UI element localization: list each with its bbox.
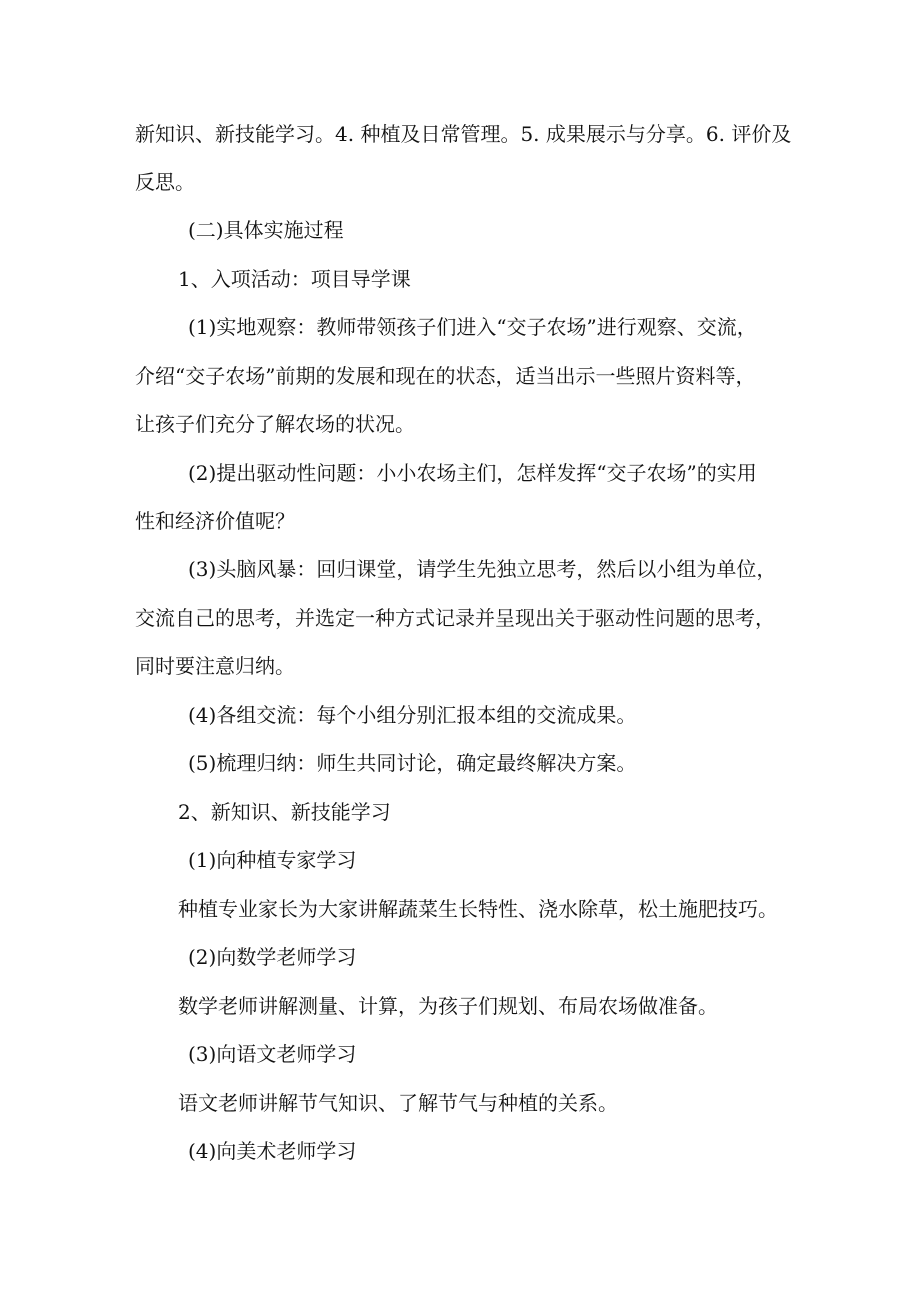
paragraph-line: (3)头脑风暴：回归课堂，请学生先独立思考，然后以小组为单位， — [188, 557, 777, 581]
paragraph-line: 语文老师讲解节气知识、了解节气与种植的关系。 — [178, 1091, 618, 1115]
paragraph-line: 介绍“交子农场”前期的发展和现在的状态，适当出示一些照片资料等， — [135, 364, 756, 388]
subsection-heading: 1、入项活动：项目导学课 — [178, 267, 411, 291]
list-item-heading: (4)向美术老师学习 — [188, 1139, 357, 1163]
subsection-heading: 2、新知识、新技能学习 — [178, 800, 391, 824]
list-item-heading: (1)向种植专家学习 — [188, 848, 357, 872]
paragraph-line: (5)梳理归纳：师生共同讨论，确定最终解决方案。 — [188, 751, 637, 775]
paragraph-line: 反思。 — [135, 170, 195, 194]
paragraph-line: 交流自己的思考，并选定一种方式记录并呈现出关于驱动性问题的思考， — [135, 606, 775, 630]
paragraph-line: (1)实地观察：教师带领孩子们进入“交子农场”进行观察、交流， — [188, 315, 757, 339]
paragraph-line: 同时要注意归纳。 — [135, 654, 295, 678]
paragraph-line: (2)提出驱动性问题：小小农场主们，怎样发挥“交子农场”的实用 — [188, 461, 757, 485]
list-item-heading: (2)向数学老师学习 — [188, 945, 357, 969]
paragraph-line: 性和经济价值呢？ — [135, 509, 295, 533]
paragraph-line: (4)各组交流：每个小组分别汇报本组的交流成果。 — [188, 703, 637, 727]
paragraph-line: 让孩子们充分了解农场的状况。 — [135, 412, 415, 436]
list-item-heading: (3)向语文老师学习 — [188, 1042, 357, 1066]
section-heading: (二)具体实施过程 — [188, 218, 344, 242]
paragraph-line: 新知识、新技能学习。4. 种植及日常管理。5. 成果展示与分享。6. 评价及 — [135, 122, 792, 146]
paragraph-line: 数学老师讲解测量、计算，为孩子们规划、布局农场做准备。 — [178, 994, 718, 1018]
paragraph-line: 种植专业家长为大家讲解蔬菜生长特性、浇水除草，松土施肥技巧。 — [178, 897, 778, 921]
